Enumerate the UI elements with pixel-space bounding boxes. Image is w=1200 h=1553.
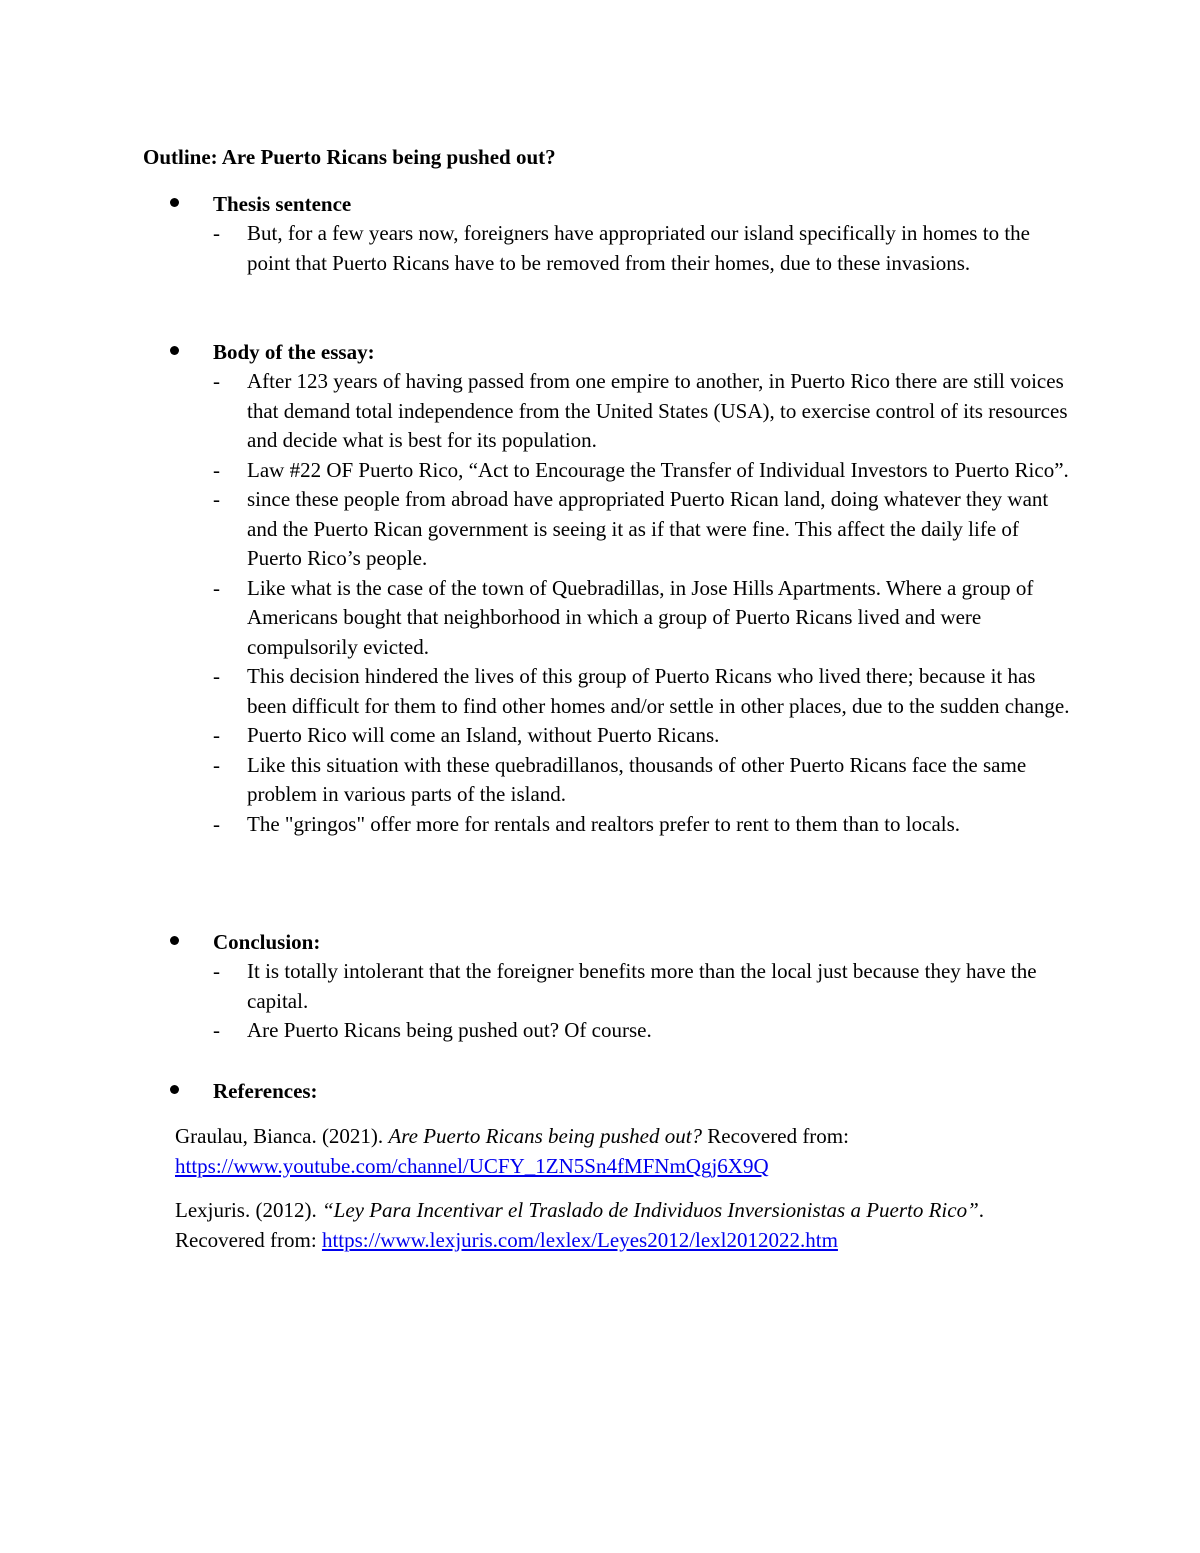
section-thesis [170, 190, 1070, 278]
dash-icon: - [213, 811, 220, 836]
dash-icon: - [213, 664, 220, 688]
section-conclusion [170, 928, 1070, 1046]
section-heading: References: [213, 1079, 318, 1103]
dash-icon: - [213, 221, 220, 245]
list-item: - It is totally intolerant that the foreigner benefits more than the local just because they have the capital. [213, 959, 1037, 1013]
list-item: - Puerto Rico will come an Island, without Puerto Ricans. [170, 721, 1070, 751]
page-title: Outline: Are Puerto Ricans being pushed out? [143, 145, 556, 169]
list-item: - This decision hindered the lives of this group of Puerto Ricans who lived there; because it has been difficult for them to find other homes and/or settle in other places, due to the sudden change. [213, 664, 1070, 718]
reference-link[interactable]: https://www.lexjuris.com/lexlex/Leyes2012/lexl2012022.htm [321, 1227, 838, 1252]
reference-link[interactable]: https://www.youtube.com/channel/UCFY_1ZN5Sn4fMFNmQgj6X9Q [175, 1153, 769, 1178]
section-heading-row [170, 1077, 1070, 1106]
list-item: - Like what is the case of the town of Quebradillas, in Jose Hills Apartments. Where a group of Americans bought that neighborhood in which a group of Puerto Ricans lived and were compulsorily evicted. [213, 575, 1034, 659]
section-heading: Body of the essay: [213, 340, 375, 364]
reference-entry: Lexjuris. (2012). “Ley Para Incentivar el Traslado de Individuos Inversionistas a Puerto Rico”. Recovered from: https://www.lexjuris.com/lexlex/Leyes2012/lexl2012022.htm [175, 1198, 985, 1252]
section-heading: Thesis sentence [213, 192, 352, 216]
item-list [170, 367, 1070, 839]
reference-entry: Graulau, Bianca. (2021). Are Puerto Ricans being pushed out? Recovered from: https://www.youtube.com/channel/UCFY_1ZN5Sn4fMFNmQgj6X9Q [175, 1124, 849, 1178]
section-references [170, 1077, 1070, 1106]
list-item: - But, for a few years now, foreigners have appropriated our island specifically in homes to the point that Puerto Ricans have to be removed from their homes, due to these invasions. [213, 221, 1030, 275]
section-heading-row [170, 928, 1070, 957]
dash-icon: - [213, 575, 220, 600]
reference-list [175, 1122, 1055, 1270]
list-item: - Law #22 OF Puerto Rico, “Act to Encourage the Transfer of Individual Investors to Puerto Rico”. [170, 456, 1070, 486]
dash-icon: - [213, 487, 220, 511]
list-item: - The "gringos" offer more for rentals and realtors prefer to rent to them than to locals. [170, 810, 1070, 840]
reference-title: “Ley Para Incentivar el Traslado de Individuos Inversionistas a Puerto Rico” [321, 1198, 979, 1222]
item-list [170, 219, 1070, 278]
list-item: - Are Puerto Ricans being pushed out? Of course. [170, 1016, 1070, 1046]
list-item: - since these people from abroad have appropriated Puerto Rican land, doing whatever they want and the Puerto Rican government is seeing it as if that were fine. This affect the daily life of Puerto Rico’s people. [213, 487, 1049, 570]
bullet-icon [170, 1085, 179, 1094]
section-heading: Conclusion: [213, 930, 321, 954]
dash-icon: - [213, 959, 220, 983]
dash-icon: - [213, 369, 220, 393]
section-heading-row [170, 338, 1070, 367]
dash-icon: - [213, 752, 220, 777]
list-item: - Like this situation with these quebradillanos, thousands of other Puerto Ricans face the same problem in various parts of the island. [213, 752, 1027, 806]
reference-title: Are Puerto Ricans being pushed out? [388, 1124, 703, 1148]
bullet-icon [170, 198, 179, 207]
dash-icon: - [213, 457, 220, 482]
section-heading-row [170, 190, 1070, 219]
item-list [170, 957, 1070, 1046]
dash-icon: - [213, 1018, 220, 1042]
bullet-icon [170, 346, 179, 355]
dash-icon: - [213, 723, 220, 747]
bullet-icon [170, 936, 179, 945]
section-body [170, 338, 1070, 839]
list-item: - After 123 years of having passed from one empire to another, in Puerto Rico there are still voices that demand total independence from the United States (USA), to exercise control of its resources and decide what is best for its population. [213, 369, 1068, 452]
